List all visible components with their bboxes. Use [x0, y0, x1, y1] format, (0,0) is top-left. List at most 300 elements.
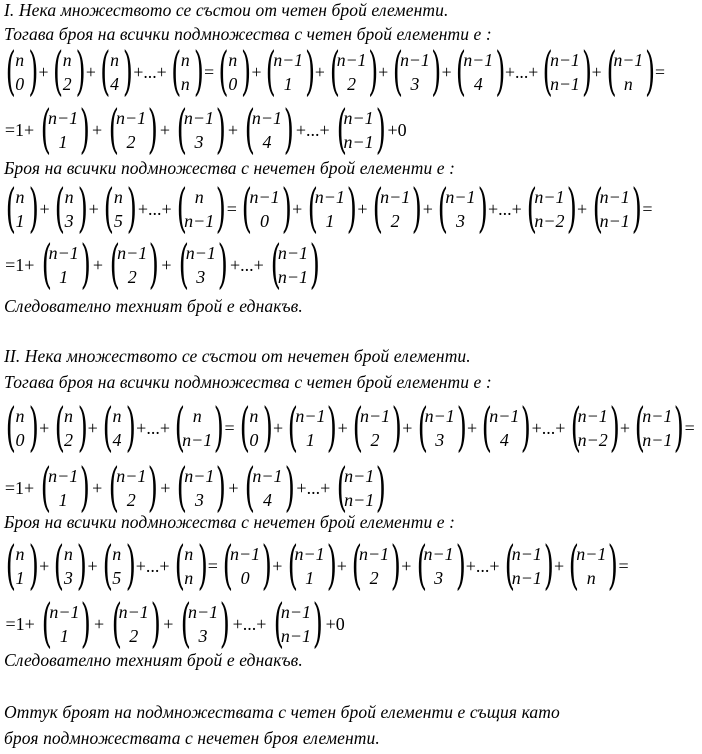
- binomial-coefficient: [590, 179, 642, 239]
- right-paren: ): [125, 536, 136, 596]
- formula-line: [2, 398, 696, 458]
- right-paren: ): [28, 398, 39, 458]
- operator: +: [272, 417, 284, 438]
- right-paren: ): [477, 179, 488, 239]
- operator: +...+: [531, 417, 566, 438]
- left-paren: (: [108, 100, 119, 160]
- binomial-stack: [314, 187, 346, 231]
- binomial-top: n−1: [489, 406, 520, 426]
- binomial-bottom: 4: [473, 74, 483, 94]
- binomial-stack: [462, 50, 494, 94]
- binomial-stack: [248, 187, 280, 231]
- right-paren: ): [28, 536, 39, 596]
- operator: +: [227, 119, 239, 140]
- text-line: Оттук броят на подмножествата с четен брой елементи е същия като: [4, 702, 560, 722]
- binomial-coefficient: [632, 398, 685, 458]
- binomial-coefficient: [604, 42, 655, 102]
- text-line: Следователно техният брой е еднакъв.: [4, 650, 303, 670]
- text-line: Тогава броя на всички подмножества с четен брой елементи е :: [4, 24, 492, 44]
- binomial-stack: [612, 50, 644, 94]
- binomial-bottom: 5: [112, 568, 122, 588]
- binomial-top: n−1: [642, 406, 673, 426]
- operator: +: [87, 555, 98, 576]
- left-paren: (: [218, 42, 229, 102]
- right-paren: ): [312, 594, 323, 654]
- operator: +: [85, 61, 96, 82]
- operator: =1+: [4, 119, 35, 140]
- binomial-stack: [280, 602, 312, 646]
- binomial-top: n: [184, 544, 194, 564]
- operator: +: [619, 417, 631, 438]
- binomial-top: n: [63, 544, 73, 564]
- operator: +: [314, 61, 325, 82]
- binomial-bottom: 2: [62, 74, 72, 94]
- binomial-top: n−1: [445, 187, 476, 207]
- left-paren: (: [54, 398, 65, 458]
- operator: +: [401, 555, 412, 576]
- right-paren: ): [543, 536, 554, 596]
- operator: +: [402, 417, 413, 438]
- binomial-bottom: 1: [305, 568, 315, 588]
- binomial-coefficient: [414, 536, 466, 596]
- right-paren: ): [149, 235, 160, 295]
- left-paren: (: [222, 536, 233, 596]
- operator: +: [228, 477, 239, 498]
- binomial-top: n−1: [252, 466, 283, 486]
- binomial-stack: [48, 243, 80, 287]
- binomial-coefficient: [305, 179, 357, 239]
- binomial-top: n: [15, 544, 25, 564]
- binomial-coefficient: [524, 179, 577, 239]
- binomial-stack: [533, 187, 565, 231]
- binomial-top: n−1: [380, 187, 411, 207]
- left-paren: (: [53, 42, 64, 102]
- left-paren: (: [570, 398, 581, 458]
- left-paren: (: [606, 42, 617, 102]
- binomial-bottom: 4: [499, 430, 509, 450]
- binomial-coefficient: [239, 179, 292, 239]
- binomial-top: n: [113, 187, 123, 207]
- text-line: II. Нека множеството се състои от нечетен брой елементи.: [4, 346, 471, 366]
- left-paren: (: [372, 179, 383, 239]
- binomial-top: n−1: [47, 108, 79, 128]
- binomial-stack: [343, 108, 375, 152]
- left-paren: (: [54, 179, 66, 239]
- binomial-stack: [511, 544, 543, 588]
- right-paren: ): [456, 398, 467, 458]
- operator: +: [336, 555, 347, 576]
- binomial-top: n−1: [277, 243, 309, 263]
- binomial-stack: [251, 466, 283, 510]
- left-paren: (: [40, 458, 51, 518]
- binomial-bottom: n: [623, 74, 633, 94]
- binomial-bottom: 3: [435, 430, 445, 450]
- binomial-top: n−1: [273, 50, 304, 70]
- right-paren: ): [241, 42, 252, 102]
- right-paren: ): [28, 179, 39, 239]
- operator: +: [87, 417, 98, 438]
- binomial-bottom: 4: [262, 490, 272, 510]
- binomial-bottom: 2: [347, 74, 356, 94]
- binomial-stack: [183, 108, 215, 152]
- operator: +: [422, 198, 433, 219]
- binomial-coefficient: [390, 42, 442, 102]
- right-paren: ): [326, 536, 337, 596]
- binomial-stack: [115, 466, 147, 510]
- left-paren: (: [351, 536, 362, 596]
- binomial-coefficient: [3, 42, 39, 102]
- right-paren: ): [127, 179, 138, 239]
- left-paren: (: [5, 42, 16, 102]
- binomial-bottom: 3: [455, 211, 465, 231]
- binomial-coefficient: [237, 398, 273, 458]
- operator: =1+: [5, 254, 35, 275]
- binomial-top: n−1: [116, 466, 147, 486]
- binomial-top: n: [15, 187, 25, 207]
- left-paren: (: [244, 100, 255, 160]
- operator: +: [160, 477, 171, 498]
- operator: +: [553, 555, 565, 576]
- left-paren: (: [5, 398, 16, 458]
- binomial-bottom: n−1: [277, 267, 309, 287]
- binomial-coefficient: [268, 235, 320, 295]
- binomial-stack: [229, 544, 261, 588]
- operator: =: [654, 61, 665, 82]
- left-paren: (: [270, 235, 281, 295]
- binomial-top: n: [194, 187, 204, 207]
- left-paren: (: [417, 398, 428, 458]
- binomial-coefficient: [52, 398, 88, 458]
- binomial-top: n−1: [185, 243, 216, 263]
- formula-line: [2, 179, 654, 239]
- right-paren: ): [644, 42, 655, 102]
- operator: +: [39, 555, 50, 576]
- operator: +: [577, 198, 588, 219]
- formula-line: [2, 100, 409, 160]
- binomial-top: n−1: [577, 406, 608, 426]
- right-paren: ): [327, 398, 338, 458]
- binomial-coefficient: [38, 100, 91, 160]
- operator: +...+: [504, 61, 539, 82]
- text-line: броя подмножествата с нечетен броя елементи.: [4, 728, 380, 748]
- left-paren: (: [329, 42, 340, 102]
- left-paren: (: [176, 179, 188, 239]
- binomial-bottom: 3: [194, 132, 204, 152]
- left-paren: (: [307, 179, 318, 239]
- binomial-top: n−1: [48, 243, 79, 263]
- binomial-coefficient: [38, 458, 91, 518]
- left-paren: (: [242, 179, 253, 239]
- binomial-coefficient: [39, 235, 91, 295]
- right-paren: ): [219, 594, 230, 654]
- operator: +: [441, 61, 452, 82]
- binomial-bottom: 5: [113, 211, 123, 231]
- binomial-coefficient: [174, 100, 226, 160]
- operator: =1+: [5, 613, 35, 634]
- binomial-coefficient: [174, 179, 227, 239]
- binomial-bottom: n−1: [550, 74, 580, 94]
- operator: +...+: [465, 555, 500, 576]
- operator: =: [226, 198, 237, 219]
- left-paren: (: [104, 179, 115, 239]
- left-paren: (: [438, 179, 449, 239]
- right-paren: ): [411, 179, 423, 239]
- right-paren: ): [217, 235, 228, 295]
- binomial-stack: [272, 50, 304, 94]
- left-paren: (: [177, 458, 188, 518]
- binomial-top: n−1: [359, 406, 391, 426]
- text-line: Тогава броя на всички подмножества с четен брой елементи е :: [4, 372, 492, 392]
- binomial-top: n−1: [599, 187, 630, 207]
- binomial-bottom: n−1: [642, 430, 673, 450]
- right-paren: ): [28, 42, 39, 102]
- binomial-bottom: 1: [58, 490, 68, 510]
- operator: +...+: [229, 254, 264, 275]
- operator: +: [38, 61, 49, 82]
- binomial-top: n: [112, 544, 122, 564]
- binomial-coefficient: [52, 179, 89, 239]
- binomial-coefficient: [50, 42, 86, 102]
- formula-line: [2, 536, 630, 596]
- binomial-bottom: n: [586, 568, 596, 588]
- left-paren: (: [288, 398, 299, 458]
- operator: +: [93, 613, 105, 634]
- binomial-top: n−1: [400, 50, 430, 70]
- right-paren: ): [77, 536, 88, 596]
- operator: +...+: [133, 61, 167, 82]
- left-paren: (: [592, 179, 603, 239]
- binomial-top: n−1: [344, 466, 375, 486]
- left-paren: (: [171, 42, 182, 102]
- right-paren: ): [284, 458, 295, 518]
- operator: =: [224, 417, 235, 438]
- binomial-coefficient: [51, 536, 88, 596]
- text-line: Броя на всички подмножества с нечетен брой елементи е :: [4, 512, 456, 532]
- binomial-top: n: [249, 406, 259, 426]
- binomial-bottom: 1: [305, 430, 315, 450]
- binomial-coefficient: [178, 594, 230, 654]
- right-paren: ): [148, 458, 159, 518]
- left-paren: (: [174, 536, 185, 596]
- right-paren: ): [674, 398, 685, 458]
- binomial-bottom: 2: [370, 430, 380, 450]
- binomial-bottom: 2: [64, 430, 73, 450]
- right-paren: ): [309, 235, 320, 295]
- binomial-top: n: [64, 187, 74, 207]
- binomial-top: n−1: [463, 50, 494, 70]
- binomial-bottom: 2: [126, 490, 136, 510]
- binomial-coefficient: [435, 179, 488, 239]
- operator: +: [92, 477, 103, 498]
- right-paren: ): [262, 398, 273, 458]
- binomial-top: n−1: [115, 108, 147, 128]
- binomial-stack: [48, 602, 80, 646]
- binomial-coefficient: [327, 42, 379, 102]
- operator: +: [91, 119, 103, 140]
- left-paren: (: [266, 42, 277, 102]
- left-paren: (: [54, 536, 65, 596]
- binomial-top: n: [62, 50, 72, 70]
- left-paren: (: [178, 235, 189, 295]
- binomial-top: n−1: [534, 187, 565, 207]
- left-paren: (: [336, 458, 348, 518]
- left-paren: (: [5, 536, 16, 596]
- binomial-coefficient: [285, 398, 338, 458]
- binomial-stack: [423, 544, 455, 588]
- right-paren: ): [77, 398, 88, 458]
- operator: +: [39, 198, 50, 219]
- operator: +: [292, 198, 303, 219]
- left-paren: (: [180, 594, 191, 654]
- binomial-top: n−1: [314, 187, 345, 207]
- left-paren: (: [111, 594, 122, 654]
- binomial-bottom: n−2: [577, 430, 608, 450]
- binomial-coefficient: [263, 42, 315, 102]
- binomial-bottom: n−1: [182, 430, 213, 450]
- binomial-top: n−1: [49, 602, 80, 622]
- operator: =: [618, 555, 629, 576]
- operator: +...+: [296, 477, 331, 498]
- binomial-bottom: 0: [240, 568, 250, 588]
- formula-line: [2, 594, 348, 654]
- right-paren: ): [581, 42, 592, 102]
- binomial-top: n−1: [187, 602, 219, 622]
- right-paren: ): [390, 536, 402, 596]
- binomial-top: n−1: [511, 544, 542, 564]
- binomial-top: n−1: [423, 544, 454, 564]
- operator: +: [272, 555, 283, 576]
- left-paren: (: [5, 179, 16, 239]
- binomial-bottom: 3: [196, 267, 206, 287]
- binomial-coefficient: [566, 536, 619, 596]
- binomial-top: n−1: [249, 187, 280, 207]
- binomial-bottom: 0: [249, 430, 259, 450]
- binomial-coefficient: [454, 42, 505, 102]
- binomial-bottom: 1: [15, 568, 25, 588]
- left-paren: (: [102, 398, 113, 458]
- binomial-coefficient: [242, 458, 295, 518]
- binomial-stack: [424, 406, 456, 450]
- right-paren: ): [80, 458, 91, 518]
- operator: +: [161, 254, 172, 275]
- right-paren: ): [150, 594, 161, 654]
- binomial-coefficient: [502, 536, 554, 596]
- binomial-bottom: 2: [127, 267, 137, 287]
- binomial-stack: [575, 544, 607, 588]
- binomial-coefficient: [172, 398, 225, 458]
- right-paren: ): [566, 179, 577, 239]
- binomial-bottom: 1: [325, 211, 335, 231]
- left-paren: (: [287, 536, 298, 596]
- binomial-top: n−1: [295, 406, 326, 426]
- binomial-top: n: [110, 50, 120, 70]
- right-paren: ): [214, 398, 225, 458]
- right-paren: ): [216, 458, 227, 518]
- left-paren: (: [245, 458, 256, 518]
- binomial-coefficient: [216, 42, 252, 102]
- binomial-coefficient: [106, 100, 158, 160]
- binomial-stack: [277, 243, 309, 287]
- binomial-stack: [47, 466, 79, 510]
- left-paren: (: [40, 100, 51, 160]
- left-paren: (: [392, 42, 403, 102]
- binomial-coefficient: [169, 42, 204, 102]
- binomial-coefficient: [98, 42, 134, 102]
- binomial-bottom: 1: [283, 74, 293, 94]
- operator: +: [159, 119, 171, 140]
- binomial-stack: [336, 50, 368, 94]
- binomial-coefficient: [349, 536, 402, 596]
- binomial-bottom: 3: [64, 211, 74, 231]
- binomial-stack: [251, 108, 283, 152]
- right-paren: ): [608, 536, 619, 596]
- left-paren: (: [336, 100, 347, 160]
- binomial-bottom: 1: [59, 267, 69, 287]
- binomial-stack: [294, 406, 326, 450]
- left-paren: (: [108, 458, 120, 518]
- binomial-stack: [187, 602, 219, 646]
- formula-line: [2, 458, 387, 518]
- binomial-coefficient: [101, 179, 138, 239]
- right-paren: ): [631, 179, 642, 239]
- left-paren: (: [482, 398, 493, 458]
- binomial-stack: [358, 544, 390, 588]
- right-paren: ): [81, 594, 92, 654]
- right-paren: ): [283, 100, 294, 160]
- binomial-coefficient: [174, 458, 227, 518]
- binomial-top: n: [15, 406, 25, 426]
- binomial-coefficient: [3, 179, 39, 239]
- operator: +: [466, 417, 478, 438]
- binomial-stack: [444, 187, 476, 231]
- operator: +: [251, 61, 262, 82]
- operator: +...+: [295, 119, 330, 140]
- binomial-stack: [379, 187, 411, 231]
- binomial-top: n−1: [424, 406, 455, 426]
- operator: +...+: [135, 555, 170, 576]
- binomial-bottom: 3: [63, 568, 73, 588]
- binomial-bottom: 4: [110, 74, 120, 94]
- binomial-bottom: 4: [262, 132, 272, 152]
- operator: +...+: [232, 613, 267, 634]
- binomial-bottom: 0: [228, 74, 238, 94]
- left-paren: (: [527, 179, 538, 239]
- binomial-coefficient: [109, 594, 161, 654]
- left-paren: (: [42, 594, 53, 654]
- binomial-top: n−1: [184, 466, 215, 486]
- binomial-bottom: 3: [434, 568, 444, 588]
- left-paren: (: [352, 398, 363, 458]
- binomial-bottom: n: [180, 74, 190, 94]
- right-paren: ): [261, 536, 273, 596]
- binomial-bottom: 0: [260, 211, 270, 231]
- left-paren: (: [41, 235, 52, 295]
- binomial-coefficient: [370, 179, 423, 239]
- binomial-top: n: [228, 50, 238, 70]
- binomial-top: n−1: [183, 108, 215, 128]
- binomial-coefficient: [479, 398, 532, 458]
- operator: +0: [387, 119, 407, 140]
- operator: +...+: [137, 198, 172, 219]
- binomial-bottom: 1: [59, 626, 69, 646]
- left-paren: (: [239, 398, 250, 458]
- right-paren: ): [521, 398, 532, 458]
- binomial-top: n−1: [336, 50, 367, 70]
- binomial-top: n−1: [613, 50, 644, 70]
- binomial-bottom: 1: [58, 132, 68, 152]
- right-paren: ): [391, 398, 403, 458]
- binomial-top: n: [112, 406, 122, 426]
